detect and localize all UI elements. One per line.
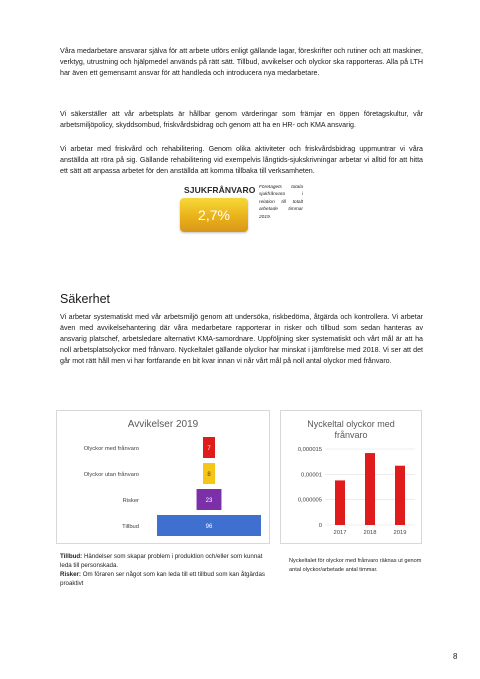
kpi-note: Företagets totala sjukfrånvaro i relation till totalt arbetade timmar 2019. <box>259 185 303 220</box>
deviations-chart <box>56 410 270 544</box>
kpi-title: SJUKFRÅNVARO <box>184 185 256 195</box>
risker-term: Risker: <box>60 571 81 578</box>
deviations-chart-svg <box>57 411 269 543</box>
category-label-4: Tillbud <box>122 524 139 530</box>
paragraph-sustainable-workplace: Vi säkerställer att vår arbetsplats är hållbar genom värderingar som främjar en öppen företagskultur, vår arbetsmiljöpolicy, skyddsombud, friskvårdsbidrag och genom att ha en HR- och KMA ansvarig. <box>60 110 423 129</box>
ratio-caption: Nyckeltalet för olyckor med frånvaro räknas ut genom antal olyckor/arbetade antal timmar. <box>289 558 422 573</box>
data-label-3: 23 <box>205 498 213 504</box>
paragraph-wellness-rehab: Vi arbetar med friskvård och rehabilitering. Genom olika aktiviteter och friskvårdsbidrag uppmuntrar vi våra anställda att röra på sig. Gällande rehabilitering vid exempelvis långtids-sjukskrivningar arbetar vi alltid för att hitta ett sätt att anpassa arbetet för den anställda att komma tillbaka till verksamheten. <box>60 145 423 175</box>
page-number: 8 <box>453 652 458 661</box>
category-label-3: Risker <box>122 498 139 504</box>
kpi-value-badge: 2,7% <box>180 198 248 232</box>
chart-title: Avvikelser 2019 <box>127 419 199 430</box>
x-tick-2019: 2019 <box>393 530 407 536</box>
bar-2018 <box>365 453 375 525</box>
category-label-1: Olyckor med frånvaro <box>83 446 139 452</box>
risker-definition: Om föraren ser något som kan leda till ett tillbud som kan åtgärdas proaktivt <box>60 571 265 587</box>
accident-ratio-chart <box>280 410 422 544</box>
accident-ratio-chart-svg <box>281 411 421 543</box>
paragraph-responsibility: Våra medarbetare ansvarar själva för att arbete utförs enligt gällande lagar, föreskrifter och rutiner och att maskiner, verktyg, utrustning och hjälpmedel används på rätt sätt. Tillbud, avvikelser och olyckor ska rapporteras. Alla på LTH har även ett gemensamt ansvar för att handleda och introducera nya medarbetare. <box>60 47 423 77</box>
category-label-2: Olyckor utan frånvaro <box>83 472 139 478</box>
y-tick-4: 0,000015 <box>297 447 322 453</box>
tillbud-term: Tillbud: <box>60 553 83 560</box>
chart-definitions <box>60 552 270 588</box>
chart-title-line-2: frånvaro <box>334 430 368 440</box>
y-tick-3: 0,00001 <box>301 472 322 479</box>
section-heading: Säkerhet <box>60 292 111 306</box>
x-tick-2018: 2018 <box>363 530 377 536</box>
paragraph-safety: Vi arbetar systematiskt med vår arbetsmiljö genom att undersöka, riskbedöma, åtgärda och kontrollera. Vi arbetar även med avvikelsehantering där våra medarbetare rapporterar in risker och tillbud som sedan hanteras av ansvarig platschef, arbetsledare alternativt KMA-samordnare. Uppföljning sker systematiskt och vårt mål är att ha noll arbetsplatsolyckor med frånvaro. Nyckeltalet gällande olyckor har minskat i jämförelse med 2018. Vi ser att det går mot rätt håll men vi har fortfarande en bit kvar innan vi når vårt mål på noll antal olyckor med frånvaro. <box>60 313 423 365</box>
data-label-1: 7 <box>207 446 211 452</box>
data-label-2: 8 <box>207 472 211 478</box>
bar-2017 <box>335 480 345 525</box>
chart-title-line-1: Nyckeltal olyckor med <box>307 419 395 429</box>
y-tick-2: 0,000005 <box>297 497 322 504</box>
y-tick-1: 0 <box>318 523 322 529</box>
bar-2019 <box>395 466 405 525</box>
data-label-4: 96 <box>205 524 213 530</box>
tillbud-definition: Händelser som skapar problem i produktion och/eller som kunnat leda till personskada. <box>60 553 263 569</box>
x-tick-2017: 2017 <box>333 530 347 536</box>
